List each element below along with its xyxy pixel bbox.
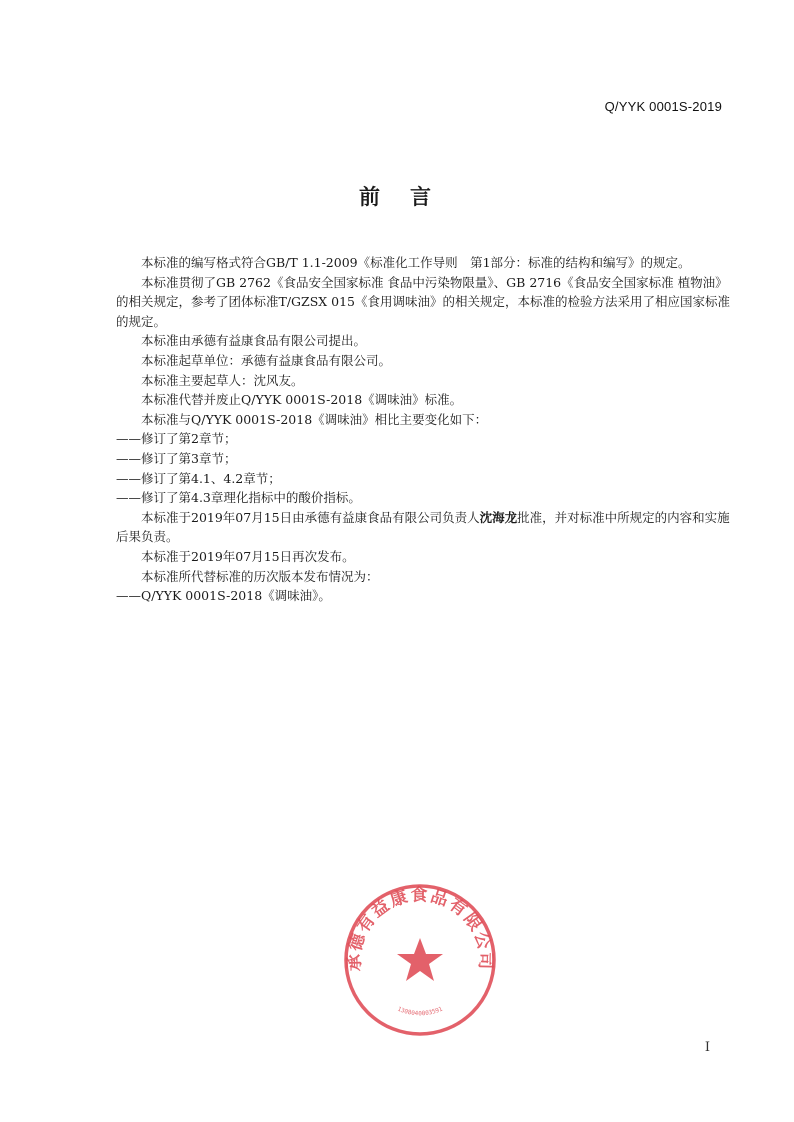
paragraph-references: 本标准贯彻了GB 2762《食品安全国家标准 食品中污染物限量》、GB 2716《食品安全国家标准 植物油》的相关规定，参考了团体标准T/GZSX 015《食用调味油》的相关规定，本标准的检验方法采用了相应国家标准的规定。 <box>116 274 731 329</box>
page-title: 前言 <box>359 185 461 209</box>
paragraph-approval <box>116 508 738 547</box>
approval-text-after: 批准，并对标准中所规定的内容和实施后果负责。 <box>116 509 730 545</box>
seal-company-name: 承德有益康食品有限公司 <box>344 885 496 972</box>
paragraph-changes-intro: 本标准与Q/YYK 0001S-2018《调味油》相比主要变化如下： <box>141 411 488 427</box>
company-seal <box>340 880 500 1040</box>
history-item: ——Q/YYK 0001S-2018《调味油》。 <box>116 588 331 604</box>
paragraph-proposer: 本标准由承德有益康食品有限公司提出。 <box>141 333 367 349</box>
paragraph-history-intro: 本标准所代替标准的历次版本发布情况为： <box>141 568 379 584</box>
foreword-body <box>116 253 738 606</box>
document-code: Q/YYK 0001S-2019 <box>604 99 722 114</box>
paragraph-replaces: 本标准代替并废止Q/YYK 0001S-2018《调味油》标准。 <box>141 392 463 408</box>
paragraph-release: 本标准于2019年07月15日再次发布。 <box>141 548 355 564</box>
change-item: ——修订了第4.1、4.2章节； <box>116 470 281 486</box>
seal-number: 1308040003591 <box>396 1005 444 1018</box>
star-icon <box>397 938 443 981</box>
change-item: ——修订了第3章节； <box>116 450 237 466</box>
paragraph-format: 本标准的编写格式符合GB/T 1.1-2009《标准化工作导则 第1部分：标准的结构和编写》的规定。 <box>141 255 691 270</box>
change-item: ——修订了第4.3章理化指标中的酸价指标。 <box>116 490 361 506</box>
change-item: ——修订了第2章节； <box>116 431 237 447</box>
page-number: I <box>704 1040 710 1055</box>
approver-name: 沈海龙 <box>479 509 518 525</box>
approval-text-before: 本标准于2019年07月15日由承德有益康食品有限公司负责人 <box>141 509 480 525</box>
paragraph-drafter: 本标准主要起草人：沈风友。 <box>141 372 304 388</box>
paragraph-drafting-unit: 本标准起草单位：承德有益康食品有限公司。 <box>141 352 392 368</box>
